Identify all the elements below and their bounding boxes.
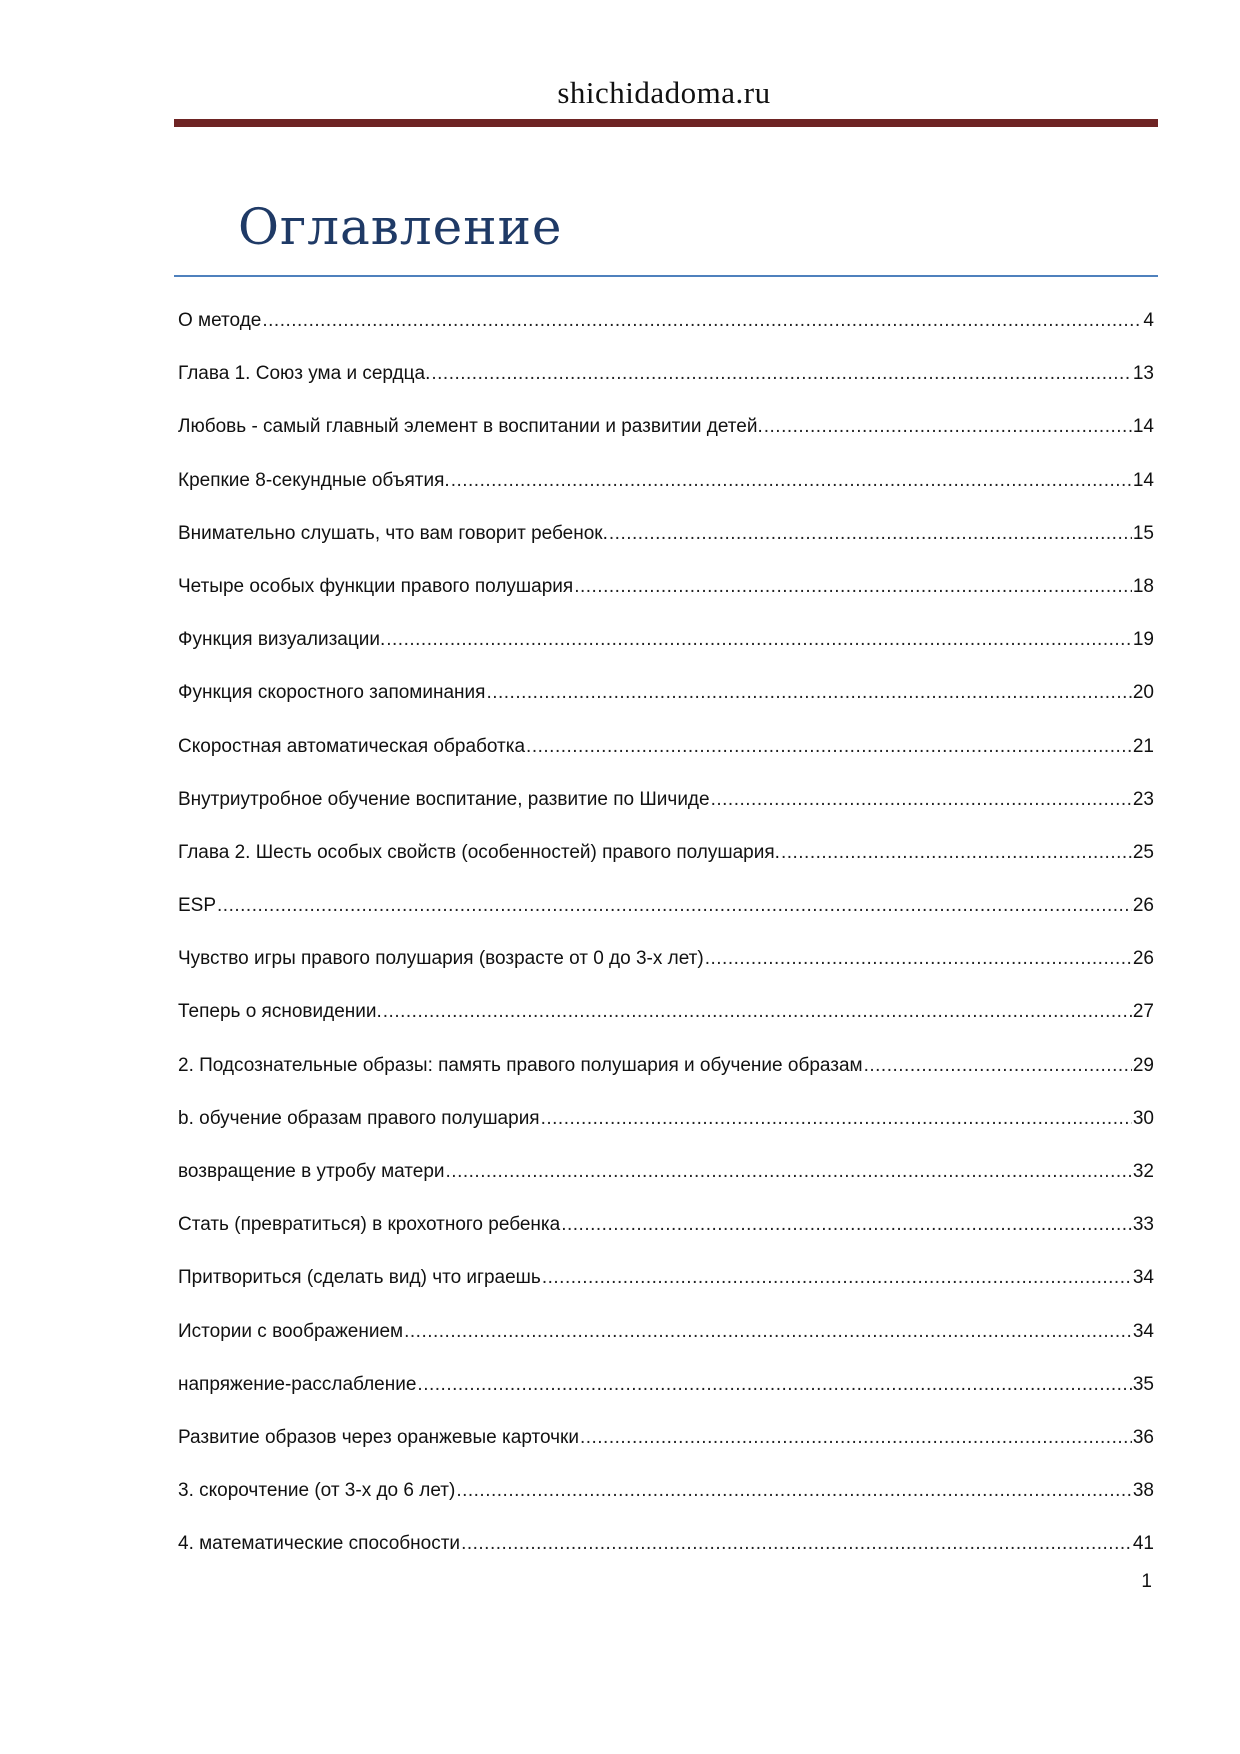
toc-entry-text: 3. скорочтение (от 3-х до 6 лет)	[178, 1480, 456, 1502]
toc-entry[interactable]	[178, 1477, 1154, 1530]
page-number: 1	[1141, 1571, 1152, 1592]
toc-dot-leader	[383, 998, 1132, 1026]
toc-entry[interactable]	[178, 413, 1154, 466]
toc-dot-leader	[461, 1530, 1132, 1558]
toc-entry-text: ESP	[178, 895, 217, 917]
toc-entry[interactable]	[178, 626, 1154, 679]
toc-entry[interactable]	[178, 467, 1154, 520]
toc-dot-leader	[561, 1211, 1132, 1239]
toc-entry-page: 25	[1132, 841, 1154, 863]
toc-entry[interactable]	[178, 573, 1154, 626]
toc-entry-page: 21	[1132, 735, 1154, 757]
toc-entry-page: 35	[1132, 1373, 1154, 1395]
toc-entry-text: 2. Подсознательные образы: память правого полушария и обучение образам	[178, 1054, 863, 1076]
toc-entry-text: Глава 2. Шесть особых свойств (особенностей) правого полушария.	[178, 841, 780, 863]
title-rule	[174, 275, 1158, 277]
toc-entry-page: 14	[1132, 416, 1154, 438]
toc-entry-page: 19	[1132, 629, 1154, 651]
toc-entry-text: Стать (превратиться) в крохотного ребенка	[178, 1214, 561, 1236]
toc-entry-text: Глава 1. Союз ума и сердца.	[178, 363, 431, 385]
toc-entry-page: 30	[1132, 1107, 1154, 1129]
toc-dot-leader	[451, 467, 1132, 495]
toc-title: Оглавление	[238, 198, 563, 256]
toc-dot-leader	[864, 1052, 1132, 1080]
toc-entry-page: 23	[1132, 788, 1154, 810]
toc-entry-text: Любовь - самый главный элемент в воспитании и развитии детей.	[178, 416, 763, 438]
header-rule	[174, 119, 1158, 127]
toc-dot-leader	[404, 1318, 1132, 1346]
toc-entry[interactable]	[178, 1264, 1154, 1317]
toc-entry[interactable]	[178, 786, 1154, 839]
toc-entry-page: 14	[1132, 469, 1154, 491]
toc-entry-text: Развитие образов через оранжевые карточки	[178, 1426, 579, 1448]
toc-entry[interactable]	[178, 1318, 1154, 1371]
toc-dot-leader	[711, 786, 1132, 814]
toc-entry-page: 4	[1143, 310, 1154, 331]
toc-entry-page: 13	[1132, 363, 1154, 385]
toc-entry-text: Скоростная автоматическая обработка	[178, 735, 526, 757]
toc-entry[interactable]	[178, 520, 1154, 573]
toc-dot-leader	[217, 892, 1132, 920]
toc-dot-leader	[574, 573, 1132, 601]
toc-entry[interactable]	[178, 733, 1154, 786]
toc-entry-page: 27	[1132, 1001, 1154, 1023]
toc-entry-text: Притвориться (сделать вид) что играешь	[178, 1267, 541, 1289]
toc-entry-page: 20	[1132, 682, 1154, 704]
toc-entry-page: 32	[1132, 1161, 1154, 1182]
toc-entry-page: 33	[1132, 1214, 1154, 1236]
toc-entry-text: Крепкие 8-секундные объятия.	[178, 469, 450, 491]
toc-entry[interactable]	[178, 360, 1154, 413]
toc-entry-page: 26	[1132, 895, 1154, 917]
toc-dot-leader	[580, 1424, 1132, 1452]
toc-entry-page: 38	[1132, 1480, 1154, 1502]
header-site-name: shichidadoma.ru	[557, 75, 771, 110]
toc-entry-text: Функция скоростного запоминания	[178, 682, 486, 704]
toc-entry-text: Чувство игры правого полушария (возрасте от 0 до 3-х лет)	[178, 948, 704, 970]
toc-dot-leader	[386, 626, 1132, 654]
toc-list	[178, 307, 1154, 1584]
toc-entry[interactable]	[178, 1158, 1154, 1211]
toc-entry[interactable]	[178, 839, 1154, 892]
toc-entry-text: Внимательно слушать, что вам говорит ребенок.	[178, 522, 608, 544]
toc-dot-leader	[526, 733, 1132, 761]
toc-entry[interactable]	[178, 1105, 1154, 1158]
toc-dot-leader	[431, 360, 1132, 388]
toc-entry[interactable]	[178, 945, 1154, 998]
toc-dot-leader	[542, 1264, 1132, 1292]
toc-entry-text: О методе	[178, 310, 262, 331]
toc-entry-page: 34	[1132, 1320, 1154, 1342]
toc-entry[interactable]	[178, 892, 1154, 945]
toc-entry[interactable]	[178, 1530, 1154, 1583]
toc-entry[interactable]	[178, 1052, 1154, 1105]
toc-entry[interactable]	[178, 1371, 1154, 1424]
toc-entry[interactable]	[178, 998, 1154, 1051]
toc-entry-page: 26	[1132, 948, 1154, 970]
toc-entry-text: возвращение в утробу матери	[178, 1161, 445, 1182]
toc-dot-leader	[446, 1158, 1132, 1186]
toc-entry-text: Внутриутробное обучение воспитание, развитие по Шичиде	[178, 788, 710, 810]
toc-entry[interactable]	[178, 307, 1154, 360]
toc-entry-text: Четыре особых функции правого полушария	[178, 575, 574, 597]
toc-entry[interactable]	[178, 679, 1154, 732]
toc-entry-page: 41	[1132, 1533, 1154, 1555]
toc-dot-leader	[417, 1371, 1131, 1399]
toc-entry-page: 36	[1132, 1426, 1154, 1448]
toc-entry-text: Истории с воображением	[178, 1320, 404, 1342]
toc-dot-leader	[486, 679, 1131, 707]
toc-entry[interactable]	[178, 1211, 1154, 1264]
toc-dot-leader	[781, 839, 1132, 867]
toc-dot-leader	[609, 520, 1132, 548]
toc-entry-text: Функция визуализации.	[178, 629, 386, 651]
toc-entry-page: 15	[1132, 522, 1154, 544]
toc-entry-page: 18	[1132, 575, 1154, 597]
toc-entry[interactable]	[178, 1424, 1154, 1477]
toc-entry-text: 4. математические способности	[178, 1533, 461, 1555]
toc-dot-leader	[764, 413, 1132, 441]
toc-entry-text: Теперь о ясновидении.	[178, 1001, 382, 1023]
toc-dot-leader	[456, 1477, 1132, 1505]
toc-entry-page: 29	[1132, 1054, 1154, 1076]
toc-entry-text: b. обучение образам правого полушария	[178, 1107, 540, 1129]
toc-entry-page: 34	[1132, 1267, 1154, 1289]
toc-dot-leader	[705, 945, 1132, 973]
toc-dot-leader	[541, 1105, 1132, 1133]
toc-entry-text: напряжение-расслабление	[178, 1373, 417, 1395]
toc-dot-leader	[262, 307, 1142, 335]
